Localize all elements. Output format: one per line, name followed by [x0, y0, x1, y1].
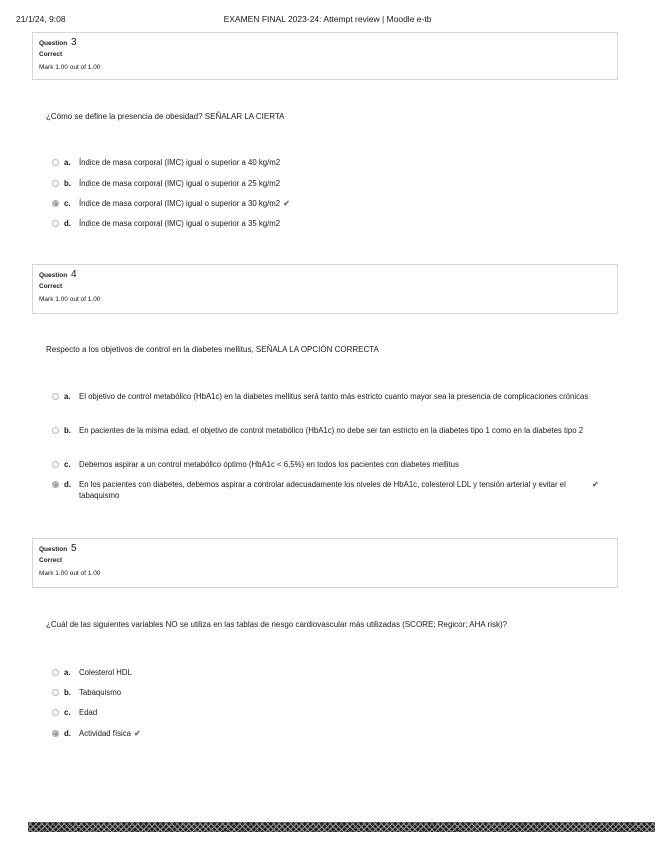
question-info-box: [32, 538, 618, 588]
question-text: ¿Cuál de las siguientes variables NO se utiliza en las tablas de riesgo cardiovascular más utilizadas (SCORE; Regicor; AHA risk)?: [46, 620, 508, 629]
question-status: Correct: [39, 283, 63, 290]
option-letter: b.: [64, 179, 71, 188]
question-status: Correct: [39, 51, 63, 58]
option-letter: a.: [64, 158, 71, 167]
option-text: En los pacientes con diabetes, debemos aspirar a controlar adecuadamente los niveles de HbA1c, colesterol LDL y tensión arterial y evitar el tabaquismo: [79, 480, 566, 500]
question-text: Respecto a los objetivos de control en la diabetes mellitus, SEÑALA LA OPCIÓN CORRECTA: [46, 345, 379, 354]
radio-button[interactable]: [52, 709, 59, 716]
option-letter: d.: [64, 729, 71, 738]
radio-button[interactable]: [52, 393, 59, 400]
footer-pattern-band: [28, 822, 655, 832]
question-info-box: [32, 264, 618, 314]
option-letter: d.: [64, 480, 71, 489]
option-letter: c.: [64, 199, 71, 208]
question-mark: Mark 1.00 out of 1.00: [39, 64, 101, 71]
page-title: EXAMEN FINAL 2023-24: Attempt review | Moodle e-tb: [223, 14, 432, 24]
radio-button[interactable]: [52, 180, 59, 187]
answer-option[interactable]: [52, 391, 612, 415]
option-text: Índice de masa corporal (IMC) igual o superior a 25 kg/m2: [79, 179, 281, 188]
question-number: Question 3: [39, 37, 77, 48]
question-info-box: [32, 32, 618, 80]
radio-button[interactable]: [52, 220, 59, 227]
option-text: Índice de masa corporal (IMC) igual o superior a 30 kg/m2: [79, 199, 281, 208]
question-mark: Mark 1.00 out of 1.00: [39, 570, 101, 577]
radio-button[interactable]: [52, 427, 59, 434]
radio-button[interactable]: [52, 159, 59, 166]
question-mark: Mark 1.00 out of 1.00: [39, 296, 101, 303]
print-date: 21/1/24, 9:08: [16, 14, 66, 24]
option-text: Colesterol HDL: [79, 668, 132, 677]
option-text: Debemos aspirar a un control metabólico óptimo (HbA1c < 6,5%) en todos los pacientes con diabetes mellitus: [79, 460, 459, 469]
option-letter: c.: [64, 460, 71, 469]
radio-button[interactable]: [52, 461, 59, 468]
option-text: Índice de masa corporal (IMC) igual o superior a 35 kg/m2: [79, 219, 281, 228]
radio-button[interactable]: [52, 669, 59, 676]
question-number: Question 4: [39, 269, 77, 280]
question-number: Question 5: [39, 543, 77, 554]
option-letter: b.: [64, 426, 71, 435]
answer-option[interactable]: [52, 425, 612, 449]
option-letter: a.: [64, 392, 71, 401]
check-icon: ✔: [592, 480, 599, 489]
answer-option-selected[interactable]: [52, 479, 612, 503]
option-text: Actividad física: [79, 729, 132, 738]
option-letter: b.: [64, 688, 71, 697]
option-text: Tabaquismo: [79, 688, 122, 697]
question-text: ¿Cómo se define la presencia de obesidad? SEÑALAR LA CIERTA: [46, 112, 285, 121]
option-letter: c.: [64, 708, 71, 717]
radio-button-selected[interactable]: [52, 200, 59, 207]
option-text: Edad: [79, 708, 98, 717]
radio-button[interactable]: [52, 689, 59, 696]
option-letter: d.: [64, 219, 71, 228]
radio-button-selected[interactable]: [52, 730, 59, 737]
option-letter: a.: [64, 668, 71, 677]
option-text: En pacientes de la misma edad, el objetivo de control metabólico (HbA1c) no debe ser tan estricto en la diabetes tipo 1 como en la diabetes tipo 2: [79, 426, 584, 435]
question-status: Correct: [39, 557, 63, 564]
check-icon: ✔: [134, 729, 141, 738]
radio-button-selected[interactable]: [52, 481, 59, 488]
check-icon: ✔: [283, 199, 290, 208]
page-header: [0, 14, 655, 28]
option-text: El objetivo de control metabólico (HbA1c) en la diabetes mellitus será tanto más estricto cuanto mayor sea la presencia de complicaciones crónicas: [79, 392, 589, 401]
option-text: Índice de masa corporal (IMC) igual o superior a 40 kg/m2: [79, 158, 281, 167]
